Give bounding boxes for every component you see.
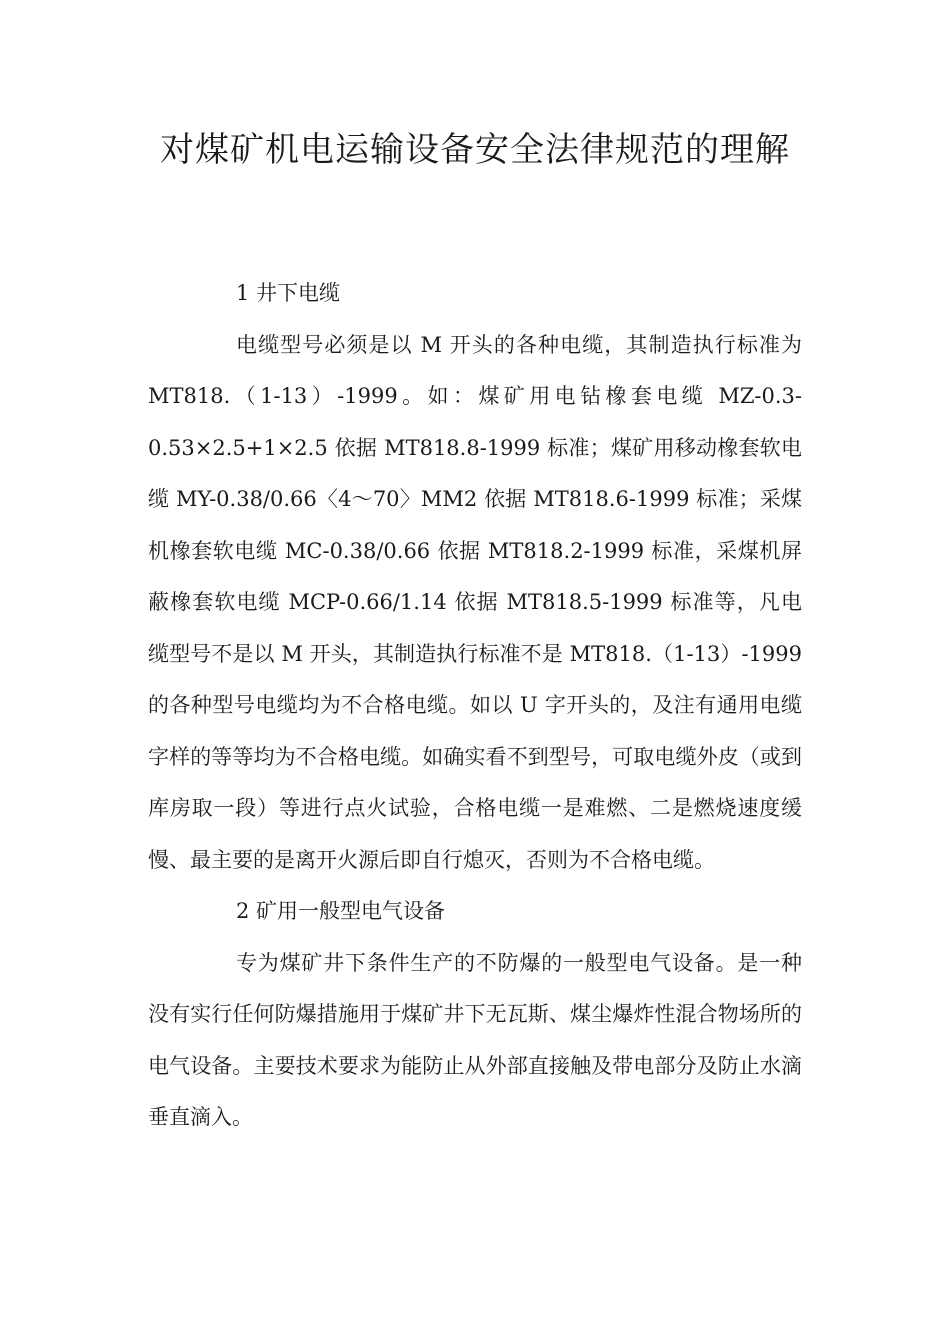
document-body [148, 268, 802, 1144]
section-heading-cables: 1 井下电缆 [236, 281, 341, 305]
section-heading-general-equipment: 2 矿用一般型电气设备 [236, 899, 446, 923]
section-paragraph-general-equipment: 专为煤矿井下条件生产的不防爆的一般型电气设备。是一种没有实行任何防爆措施用于煤矿井下无瓦斯、煤尘爆炸性混合物场所的电气设备。主要技术要求为能防止从外部直接触及带电部分及防止水滴垂直滴入。 [148, 950, 802, 1129]
section-paragraph-cables: 电缆型号必须是以 M 开头的各种电缆，其制造执行标准为 MT818.（1-13）-1999。如：煤矿用电钻橡套电缆 MZ-0.3-0.53×2.5+1×2.5 依据 MT818.8-1999 标准；煤矿用移动橡套软电缆 MY-0.38/0.66〈4～70〉MM2 依据 MT818.6-1999 标准；采煤机橡套软电缆 MC-0.38/0.66 依据 MT818.2-1999 标准，采煤机屏蔽橡套软电缆 MCP-0.66/1.14 依据 MT818.5-1999 标准等，凡电缆型号不是以 M 开头，其制造执行标准不是 MT818.（1-13）-1999 的各种型号电缆均为不合格电缆。如以 U 字开头的，及注有通用电缆字样的等等均为不合格电缆。如确实看不到型号，可取电缆外皮（或到库房取一段）等进行点火试验，合格电缆一是难燃、二是燃烧速度缓慢、最主要的是离开火源后即自行熄灭，否则为不合格电缆。 [148, 332, 802, 872]
document-title: 对煤矿机电运输设备安全法律规范的理解 [160, 130, 790, 170]
